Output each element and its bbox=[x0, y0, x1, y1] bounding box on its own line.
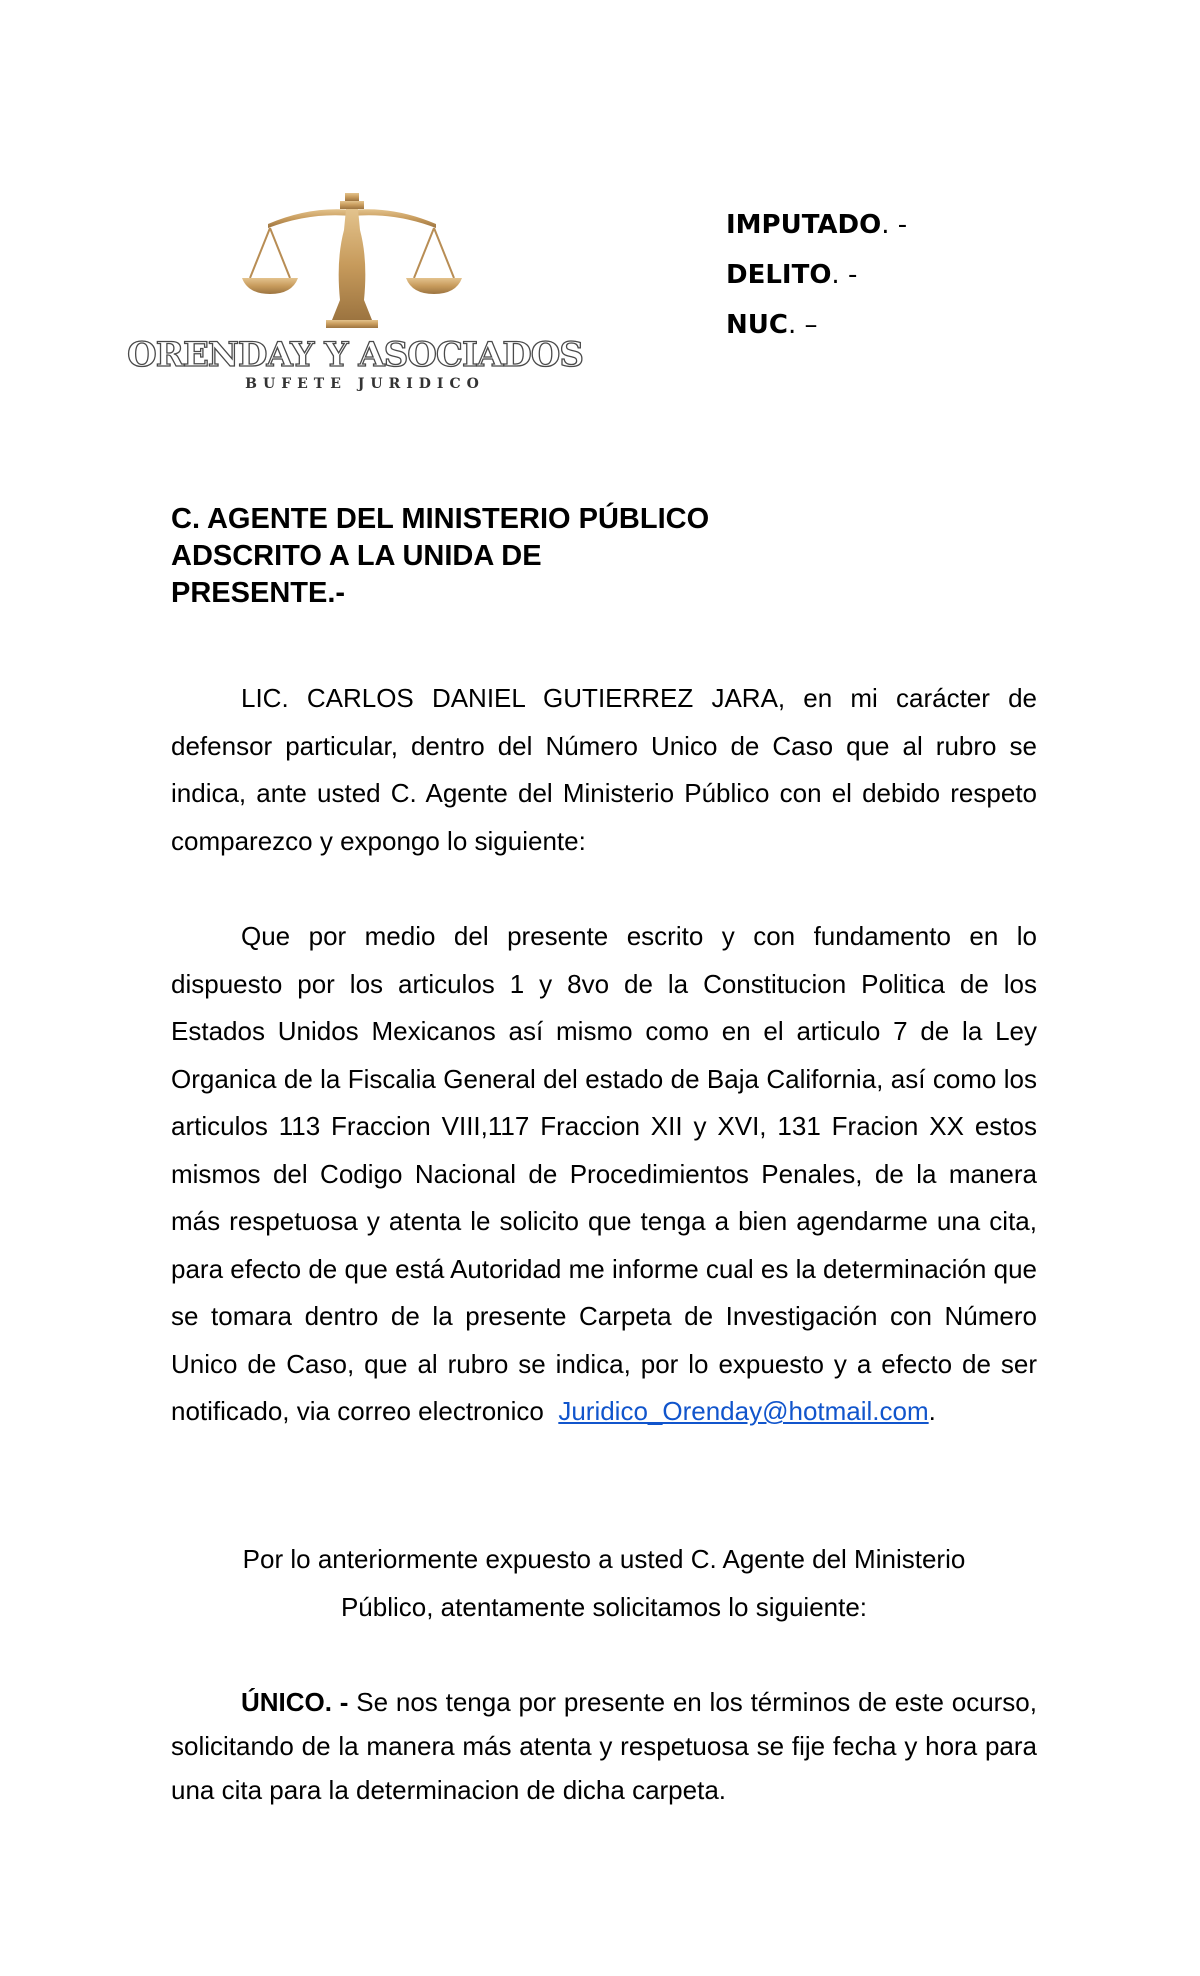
delito-line bbox=[726, 250, 907, 300]
firm-name: ORENDAY Y ASOCIADOS bbox=[127, 335, 583, 375]
closing-line1: Por lo anteriormente expuesto a usted C. Agente del Ministerio bbox=[242, 1544, 966, 1574]
petition-label: ÚNICO. - bbox=[241, 1687, 349, 1717]
addressee-line1: C. AGENTE DEL MINISTERIO PÚBLICO bbox=[171, 503, 710, 535]
petition-paragraph bbox=[171, 1680, 1037, 1812]
nuc-line bbox=[726, 300, 907, 350]
scales-of-justice-icon bbox=[127, 190, 583, 400]
imputado-suffix: . - bbox=[881, 210, 908, 240]
intro-paragraph: LIC. CARLOS DANIEL GUTIERREZ JARA, en mi carácter de defensor particular, dentro del Número Unico de Caso que al rubro se indica, ante usted C. Agente del Ministerio Público con el debido respeto comparezco y expongo lo siguiente: bbox=[171, 683, 1037, 856]
nuc-suffix: . – bbox=[787, 310, 818, 340]
petition-text: Se nos tenga por presente en los términos de este ocurso, solicitando de la manera más atenta y respetuosa se fije fecha y hora para una cita para la determinacion de dicha carpeta. bbox=[171, 1687, 1037, 1805]
imputado-label: IMPUTADO bbox=[726, 210, 882, 240]
delito-label: DELITO bbox=[726, 260, 832, 290]
case-info bbox=[726, 200, 907, 350]
nuc-label: NUC bbox=[726, 310, 788, 340]
firm-subtitle: BUFETE JURIDICO bbox=[245, 376, 485, 392]
addressee-line3: PRESENTE.- bbox=[171, 577, 346, 609]
addressee-line2: ADSCRITO A LA UNIDA DE bbox=[171, 540, 542, 572]
firm-logo bbox=[127, 190, 583, 400]
request-text: Que por medio del presente escrito y con fundamento en lo dispuesto por los articulos 1 y 8vo de la Constitucion Politica de los Estados Unidos Mexicanos así mismo como en el articulo 7 de la Ley Organica de la Fiscalia General del estado de Baja California, así como los articulos 113 Fraccion VIII,117 Fraccion XII y XVI, 131 Fracion XX estos mismos del Codigo Nacional de Procedimientos Penales, de la manera más respetuosa y atenta le solicito que tenga a bien agendarme una cita, para efecto de que está Autoridad me informe cual es la determinación que se tomara dentro de la presente Carpeta de Investigación con Número Unico de Caso, que al rubro se indica, por lo expuesto y a efecto de ser notificado, via correo electronico bbox=[171, 921, 1037, 1426]
request-end: . bbox=[928, 1396, 936, 1426]
closing-statement bbox=[171, 1535, 1037, 1631]
request-paragraph bbox=[171, 913, 1037, 1436]
addressee bbox=[171, 501, 709, 612]
closing-line2: Público, atentamente solicitamos lo siguiente: bbox=[340, 1592, 868, 1622]
email-link[interactable]: Juridico_Orenday@hotmail.com bbox=[558, 1396, 929, 1426]
delito-suffix: . - bbox=[831, 260, 858, 290]
imputado-line bbox=[726, 200, 907, 250]
